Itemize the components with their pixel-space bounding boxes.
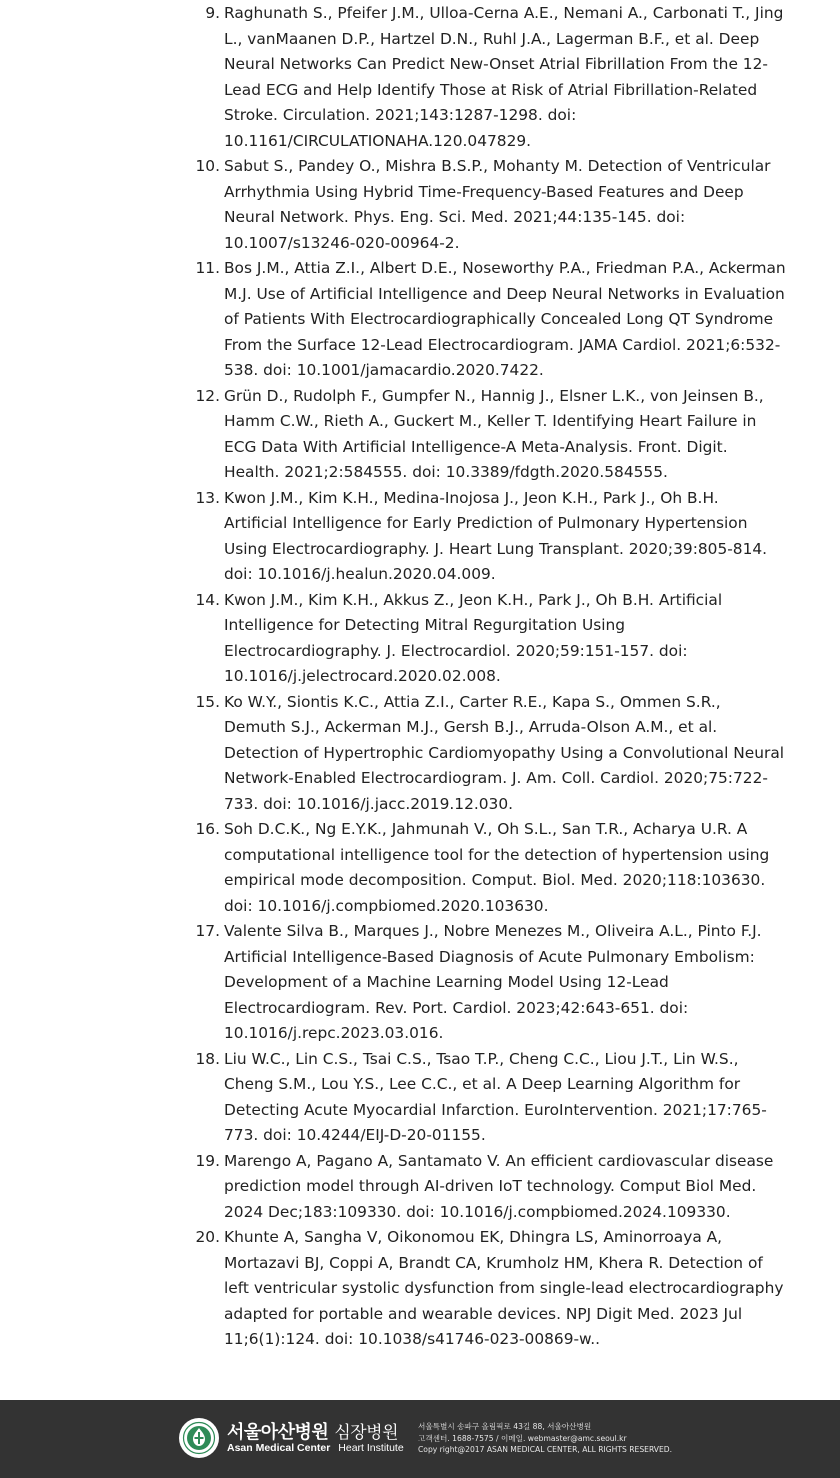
asan-medical-center-emblem-icon <box>178 1417 220 1459</box>
reference-text: Khunte A, Sangha V, Oikonomou EK, Dhingra LS, Aminorroaya A, Mortazavi BJ, Coppi A, Brandt CA, Krumholz HM, Khera R. Detection of left ventricular systolic dysfunction from single-lead electrocardiography adapted for portable and wearable devices. NPJ Digit Med. 2023 Jul 11;6(1):124. doi: 10.1038/s41746-023-00869-w.. <box>224 1228 784 1348</box>
reference-text: Valente Silva B., Marques J., Nobre Menezes M., Oliveira A.L., Pinto F.J. Artificial Intelligence-Based Diagnosis of Acute Pulmonary Embolism: Development of a Machine Learning Model Using 12-Lead Electrocardiogram. Rev. Port. Cardiol. 2023;42:643-651. doi: 10.1016/j.repc.2023.03.016. <box>224 922 762 1042</box>
brand-korean-division: 심장병원 <box>334 1423 399 1443</box>
reference-item <box>0 256 786 384</box>
footer-address: 서울특별시 송파구 올림픽로 43길 88, 서울아산병원 <box>418 1422 592 1431</box>
reference-text: Bos J.M., Attia Z.I., Albert D.E., Noseworthy P.A., Friedman P.A., Ackerman M.J. Use of Artificial Intelligence and Deep Neural Networks in Evaluation of Patients With Electrocardiographically Concealed Long QT Syndrome From the Surface 12-Lead Electrocardiogram. JAMA Cardiol. 2021;6:532-538. doi: 10.1001/jamacardio.2020.7422. <box>224 259 786 379</box>
footer-copyright: Copy right@2017 ASAN MEDICAL CENTER, ALL RIGHTS RESERVED. <box>418 1445 673 1454</box>
footer-contact-info <box>418 1421 672 1456</box>
reference-text: Ko W.Y., Siontis K.C., Attia Z.I., Carter R.E., Kapa S., Ommen S.R., Demuth S.J., Ackerman M.J., Gersh B.J., Arruda-Olson A.M., et al. Detection of Hypertrophic Cardiomyopathy Using a Convolutional Neural Network-Enabled Electrocardiogram. J. Am. Coll. Cardiol. 2020;75:722-733. doi: 10.1016/j.jacc.2019.12.030. <box>224 692 785 813</box>
reference-text: Kwon J.M., Kim K.H., Akkus Z., Jeon K.H., Park J., Oh B.H. Artificial Intelligence for Detecting Mitral Regurgitation Using Electrocardiography. J. Electrocardiol. 2020;59:151-157. doi: 10.1016/j.jelectrocard.2020.02.008. <box>224 590 723 685</box>
brand-english <box>227 1442 404 1454</box>
reference-text: Grün D., Rudolph F., Gumpfer N., Hannig J., Elsner L.K., von Jeinsen B., Hamm C.W., Rieth A., Guckert M., Keller T. Identifying Heart Failure in ECG Data With Artificial Intelligence-A Meta-Analysis. Front. Digit. Health. 2021;2:584555. doi: 10.3389/fdgth.2020.584555. <box>224 386 764 481</box>
reference-text: Sabut S., Pandey O., Mishra B.S.P., Mohanty M. Detection of Ventricular Arrhythmia Using Hybrid Time-Frequency-Based Features and Deep Neural Network. Phys. Eng. Sci. Med. 2021;44:135-145. doi: 10.1007/s13246-020-00964-2. <box>224 157 771 252</box>
reference-number: 20. <box>195 1228 220 1246</box>
reference-number: 14. <box>195 590 220 609</box>
site-footer <box>0 1400 840 1478</box>
reference-number: 17. <box>195 922 220 940</box>
reference-number: 9. <box>205 4 220 22</box>
reference-item <box>0 1 786 154</box>
reference-number: 16. <box>195 820 220 838</box>
reference-item <box>0 690 786 818</box>
reference-item <box>0 384 786 486</box>
reference-text: Kwon J.M., Kim K.H., Medina-Inojosa J., Jeon K.H., Park J., Oh B.H. Artificial Intelligence for Early Prediction of Pulmonary Hypertension Using Electrocardiography. J. Heart Lung Transplant. 2020;39:805-814. doi: 10.1016/j.healun.2020.04.009. <box>224 488 768 583</box>
reference-item <box>0 1225 786 1353</box>
reference-number: 12. <box>195 386 220 405</box>
reference-list <box>0 1 840 1353</box>
reference-text: Raghunath S., Pfeifer J.M., Ulloa-Cerna A.E., Nemani A., Carbonati T., Jing L., vanMaanen D.P., Hartzel D.N., Ruhl J.A., Lagerman B.F., et al. Deep Neural Networks Can Predict New-Onset Atrial Fibrillation From the 12-Lead ECG and Help Identify Those at Risk of Atrial Fibrillation-Related Stroke. Circulation. 2021;143:1287-1298. doi: 10.1161/CIRCULATIONAHA.120.047829. <box>224 4 784 150</box>
footer-contact: 고객센터. 1688-7575 / 이메일. webmaster@amc.seoul.kr <box>418 1433 627 1443</box>
reference-number: 18. <box>195 1049 220 1068</box>
reference-number: 19. <box>195 1151 220 1170</box>
reference-number: 15. <box>195 692 220 711</box>
reference-item <box>0 1149 786 1226</box>
reference-item <box>0 588 786 690</box>
reference-item <box>0 1047 786 1149</box>
reference-text: Marengo A, Pagano A, Santamato V. An efficient cardiovascular disease prediction model through AI-driven IoT technology. Comput Biol Med. 2024 Dec;183:109330. doi: 10.1016/j.compbiomed.2024.109330. <box>224 1151 774 1221</box>
brand-english-name: Asan Medical Center <box>227 1442 331 1454</box>
brand-korean-name: 서울아산병원 <box>227 1422 329 1443</box>
reference-item <box>0 154 786 256</box>
reference-number: 10. <box>195 157 220 175</box>
reference-text: Liu W.C., Lin C.S., Tsai C.S., Tsao T.P., Cheng C.C., Liou J.T., Lin W.S., Cheng S.M., Lou Y.S., Lee C.C., et al. A Deep Learning Algorithm for Detecting Acute Myocardial Infarction. EuroIntervention. 2021;17:765-773. doi: 10.4244/EIJ-D-20-01155. <box>224 1049 767 1144</box>
brand-korean <box>227 1418 398 1444</box>
reference-number: 13. <box>195 488 220 507</box>
brand-english-division: Heart Institute <box>338 1442 404 1454</box>
reference-text: Soh D.C.K., Ng E.Y.K., Jahmunah V., Oh S.L., San T.R., Acharya U.R. A computational intelligence tool for the detection of hypertension using empirical mode decomposition. Comput. Biol. Med. 2020;118:103630. doi: 10.1016/j.compbiomed.2020.103630. <box>224 820 770 915</box>
reference-item <box>0 486 786 588</box>
reference-item <box>0 919 786 1047</box>
reference-number: 11. <box>195 259 220 277</box>
reference-item <box>0 817 786 919</box>
